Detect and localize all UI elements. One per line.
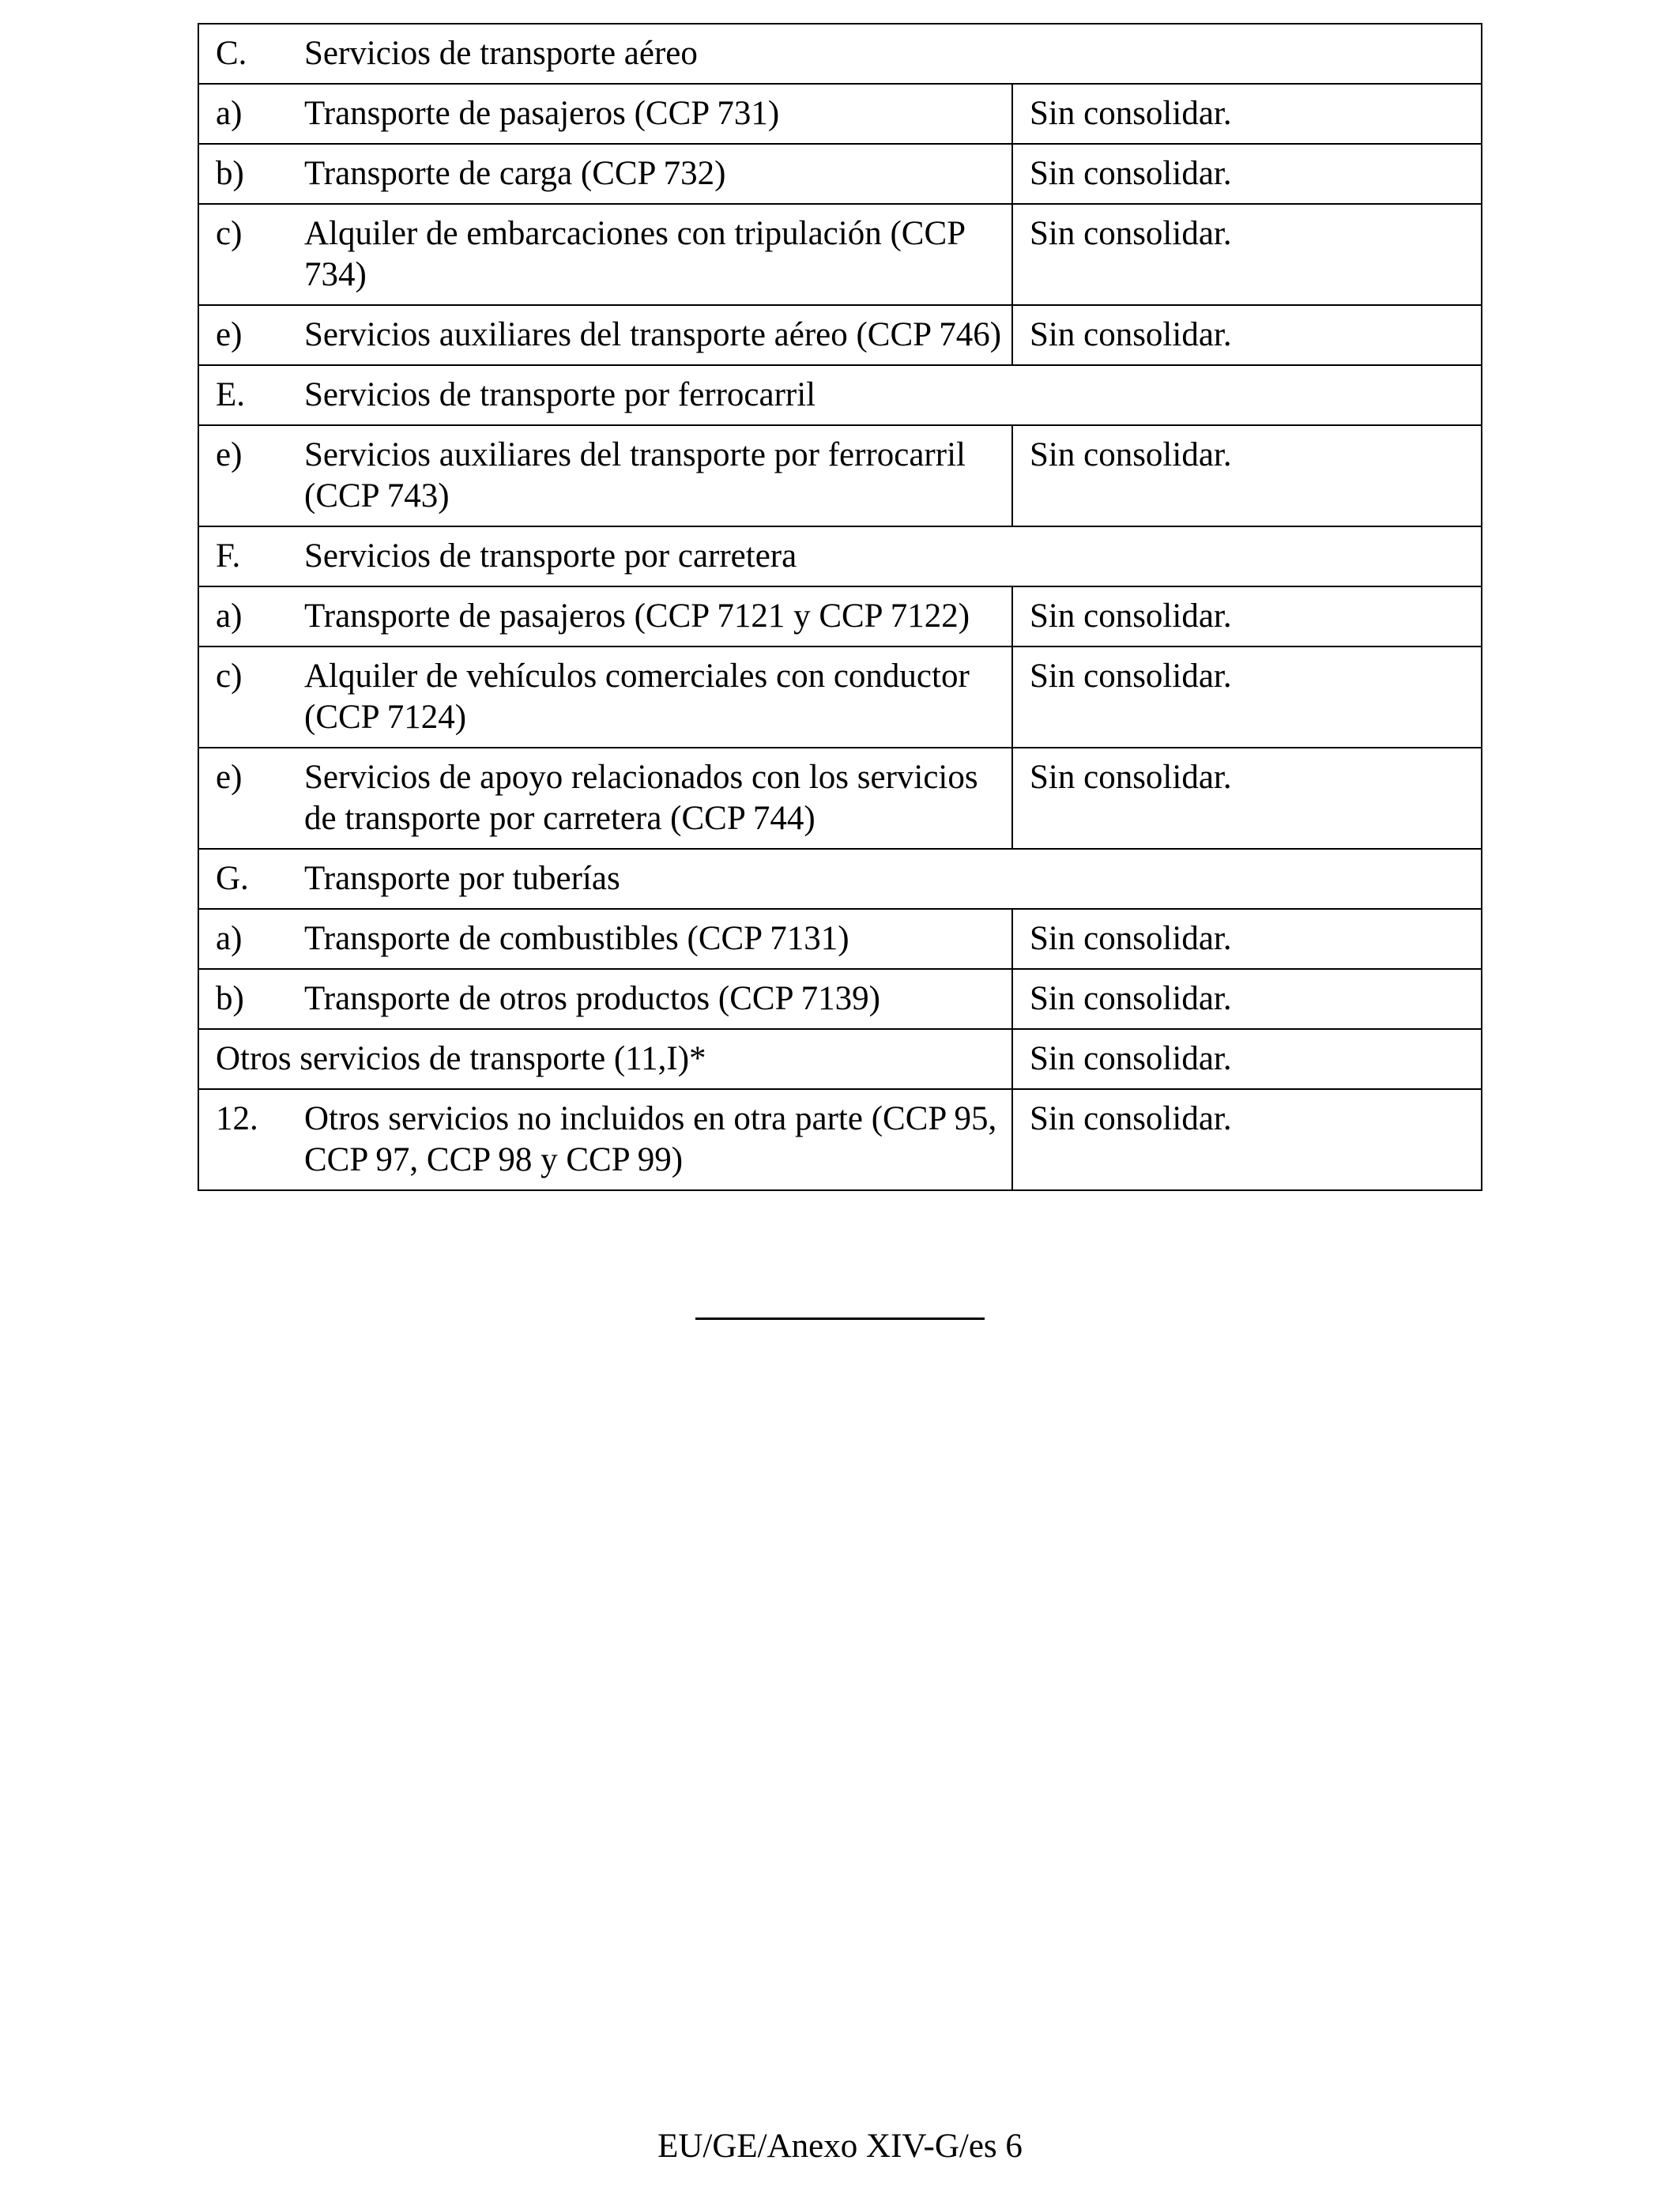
sector-cell <box>198 305 1012 365</box>
commitment-cell: Sin consolidar. <box>1012 647 1482 748</box>
sector-cell <box>198 647 1012 748</box>
commitment-cell: Sin consolidar. <box>1012 1089 1482 1190</box>
table-row <box>198 84 1482 144</box>
row-number: G. <box>216 860 249 897</box>
row-text: Servicios de apoyo relacionados con los servicios de transporte por carretera (CCP 744) <box>304 759 978 837</box>
table-row <box>198 748 1482 849</box>
commitment-cell: Sin consolidar. <box>1012 144 1482 204</box>
commitment-cell: Sin consolidar. <box>1012 204 1482 305</box>
sector-cell <box>198 969 1012 1029</box>
page-footer: EU/GE/Anexo XIV-G/es 6 <box>657 2128 1023 2165</box>
row-number: e) <box>216 316 243 353</box>
row-text: Servicios de transporte por carretera <box>304 537 797 575</box>
sector-cell <box>198 144 1012 204</box>
row-text: Alquiler de vehículos comerciales con conductor (CCP 7124) <box>304 658 970 736</box>
commitments-table <box>198 23 1482 1191</box>
table-row <box>198 425 1482 526</box>
row-text: Otros servicios no incluidos en otra parte (CCP 95, CCP 97, CCP 98 y CCP 99) <box>304 1100 997 1178</box>
row-number: c) <box>216 215 243 252</box>
end-separator-line <box>695 1318 985 1320</box>
sector-cell <box>198 586 1012 647</box>
commitment-cell: Sin consolidar. <box>1012 305 1482 365</box>
row-text: Transporte de otros productos (CCP 7139) <box>304 980 880 1017</box>
sector-cell <box>198 204 1012 305</box>
table-row <box>198 586 1482 647</box>
section-header-row <box>198 24 1482 84</box>
sector-cell <box>198 1089 1012 1190</box>
table-row <box>198 1089 1482 1190</box>
commitment-cell: Sin consolidar. <box>1012 84 1482 144</box>
row-text: Transporte de combustibles (CCP 7131) <box>304 920 849 957</box>
table-row <box>198 909 1482 969</box>
row-number: e) <box>216 759 243 796</box>
table-row <box>198 969 1482 1029</box>
row-number: a) <box>216 95 243 132</box>
section-header-cell <box>198 24 1482 84</box>
row-number: b) <box>216 980 244 1017</box>
section-header-cell <box>198 526 1482 586</box>
row-text: Transporte de carga (CCP 732) <box>304 155 726 192</box>
commitment-cell: Sin consolidar. <box>1012 586 1482 647</box>
row-text: Transporte de pasajeros (CCP 7121 y CCP 7122) <box>304 598 970 635</box>
commitment-cell: Sin consolidar. <box>1012 909 1482 969</box>
table-row <box>198 305 1482 365</box>
section-header-row <box>198 526 1482 586</box>
table-row <box>198 1029 1482 1089</box>
table-row <box>198 144 1482 204</box>
table-row <box>198 647 1482 748</box>
sector-cell <box>198 909 1012 969</box>
commitment-cell: Sin consolidar. <box>1012 1029 1482 1089</box>
row-number: c) <box>216 658 243 695</box>
row-number: b) <box>216 155 244 192</box>
row-text: Transporte de pasajeros (CCP 731) <box>304 95 780 132</box>
commitment-cell: Sin consolidar. <box>1012 748 1482 849</box>
row-number: C. <box>216 35 247 72</box>
section-header-cell <box>198 849 1482 909</box>
sector-cell: Otros servicios de transporte (11,I)* <box>198 1029 1012 1089</box>
sector-cell <box>198 748 1012 849</box>
row-number: 12. <box>216 1100 258 1137</box>
row-number: E. <box>216 376 246 413</box>
row-number: a) <box>216 920 243 957</box>
row-number: F. <box>216 537 241 575</box>
row-text: Servicios auxiliares del transporte aéreo (CCP 746) <box>304 316 1002 353</box>
row-text: Servicios auxiliares del transporte por ferrocarril (CCP 743) <box>304 436 966 515</box>
section-header-cell <box>198 365 1482 425</box>
section-header-row <box>198 849 1482 909</box>
row-number: e) <box>216 436 243 473</box>
row-text: Transporte por tuberías <box>304 860 620 897</box>
row-text: Servicios de transporte por ferrocarril <box>304 376 816 413</box>
row-number: a) <box>216 598 243 635</box>
commitment-cell: Sin consolidar. <box>1012 425 1482 526</box>
sector-cell <box>198 425 1012 526</box>
commitment-cell: Sin consolidar. <box>1012 969 1482 1029</box>
table-row <box>198 204 1482 305</box>
sector-cell <box>198 84 1012 144</box>
row-text: Servicios de transporte aéreo <box>304 35 698 72</box>
section-header-row <box>198 365 1482 425</box>
row-text: Alquiler de embarcaciones con tripulación (CCP 734) <box>304 215 965 293</box>
